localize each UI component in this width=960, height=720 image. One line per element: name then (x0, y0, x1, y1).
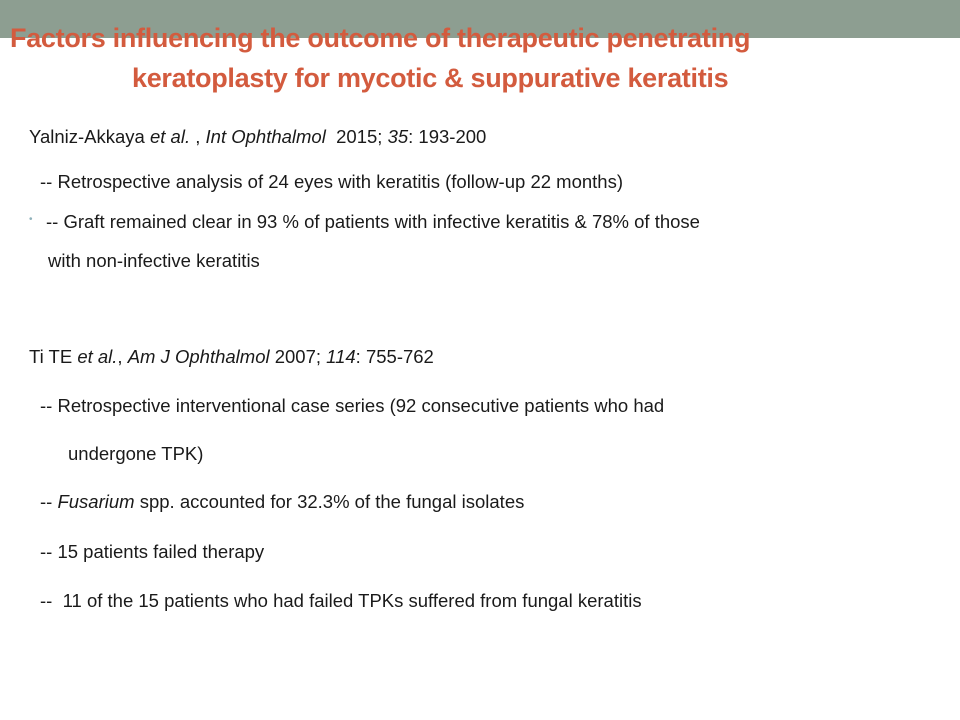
study-2-point-1-line-2: undergone TPK) (68, 443, 204, 464)
study-2-point-1-line-1: -- Retrospective interventional case series (92 consecutive patients who had (40, 395, 665, 416)
study-1-authors: Yalniz-Akkaya (29, 126, 150, 147)
study-1-year: 2015; (325, 126, 388, 147)
study-2-etal: et al. (77, 346, 118, 367)
study-2-citation (29, 345, 434, 369)
study-1-citation (29, 125, 486, 149)
bullet-icon: • (29, 214, 33, 225)
study-2-point-2-rest: spp. accounted for 32.3% of the fungal isolates (134, 491, 525, 512)
study-1-etal: et al. (149, 126, 191, 147)
study-2-point-4: -- 11 of the 15 patients who had failed TPKs suffered from fungal keratitis (40, 590, 642, 611)
study-2-point-2-genus: Fusarium (57, 491, 135, 512)
study-1-point-2-line-2: with non-infective keratitis (48, 250, 260, 271)
study-1-point-2-line-1: -- Graft remained clear in 93 % of patients with infective keratitis & 78% of those (46, 211, 700, 232)
study-2-year: 2007; (269, 346, 327, 367)
study-1-volume: 35 (387, 126, 409, 147)
study-1-separator: , (190, 126, 206, 147)
study-1-point-1: -- Retrospective analysis of 24 eyes with keratitis (follow-up 22 months) (40, 171, 623, 192)
study-2-volume: 114 (326, 346, 356, 367)
study-2-point-3: -- 15 patients failed therapy (40, 541, 265, 562)
study-2-point-2 (40, 490, 524, 514)
study-2-journal: Am J Ophthalmol (127, 346, 270, 367)
study-1-pages: : 193-200 (408, 126, 487, 147)
study-2-separator: , (117, 346, 128, 367)
study-1-journal: Int Ophthalmol (205, 126, 326, 147)
slide-title (0, 18, 960, 98)
slide-title-line-2: keratoplasty for mycotic & suppurative keratitis (132, 63, 729, 93)
slide-title-line-1: Factors influencing the outcome of therapeutic penetrating (10, 23, 751, 53)
study-2-authors: Ti TE (29, 346, 78, 367)
study-2-pages: : 755-762 (355, 346, 434, 367)
study-2-point-2-prefix: -- (40, 491, 58, 512)
